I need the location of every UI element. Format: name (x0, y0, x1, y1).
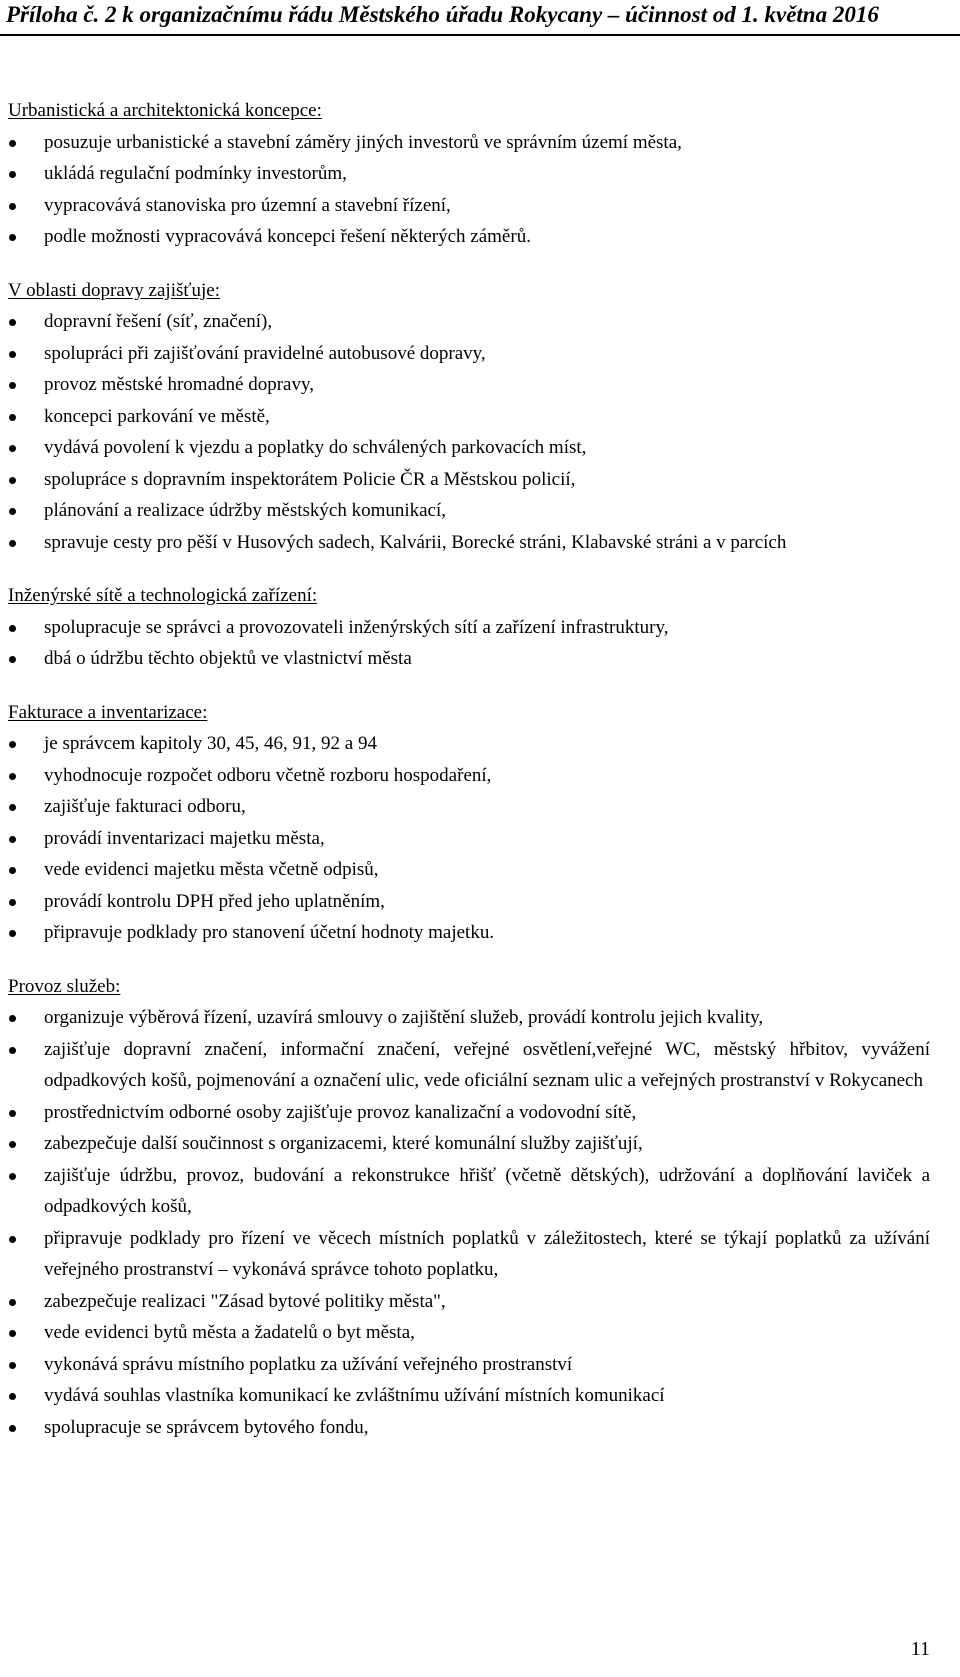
list-item (8, 1160, 930, 1223)
list-item (8, 823, 930, 855)
list-item (8, 854, 930, 886)
list-item-text: připravuje podklady pro stanovení účetní hodnoty majetku. (44, 922, 495, 943)
bullet-icon (9, 1330, 16, 1337)
bullet-icon (9, 625, 16, 632)
bullet-icon (9, 867, 16, 874)
list-item-text: vydává povolení k vjezdu a poplatky do schválených parkovacích míst, (44, 437, 587, 458)
bullet-list (8, 612, 930, 675)
bullet-icon (9, 508, 16, 515)
list-item (8, 190, 930, 222)
bullet-icon (9, 1393, 16, 1400)
page-header (0, 0, 960, 36)
list-item (8, 432, 930, 464)
list-item-text: spolupráce s dopravním inspektorátem Policie ČR a Městskou policií, (44, 468, 576, 490)
list-item-text: posuzuje urbanistické a stavební záměry jiných investorů ve správním území města, (44, 131, 682, 153)
bullet-icon (9, 1299, 16, 1306)
section-heading: Inženýrské sítě a technologická zařízení: (8, 585, 318, 606)
list-item (8, 369, 930, 401)
bullet-icon (9, 382, 16, 389)
list-item (8, 401, 930, 433)
section-inzenyrske-site (8, 580, 930, 675)
list-item-text: vydává souhlas vlastníka komunikací ke zvláštnímu užívání místních komunikací (44, 1385, 665, 1406)
list-item-text: dbá o údržbu těchto objektů ve vlastnictví města (44, 648, 412, 669)
list-item (8, 1034, 930, 1097)
bullet-icon (9, 477, 16, 484)
list-item-text: ukládá regulační podmínky investorům, (44, 163, 347, 184)
section-urbanisticka-koncepce (8, 95, 930, 253)
list-item (8, 643, 930, 675)
bullet-icon (9, 1362, 16, 1369)
bullet-icon (9, 234, 16, 241)
list-item-text: vede evidenci bytů města a žadatelů o byt města, (44, 1322, 415, 1343)
list-item-text: zajišťuje fakturaci odboru, (44, 796, 246, 817)
list-item (8, 1223, 930, 1286)
bullet-list (8, 1002, 930, 1443)
list-item-text: podle možnosti vypracovává koncepci řešení některých záměrů. (44, 226, 531, 247)
bullet-icon (9, 1425, 16, 1432)
bullet-icon (9, 804, 16, 811)
bullet-icon (9, 1236, 16, 1243)
list-item-text: provoz městské hromadné dopravy, (44, 374, 314, 395)
list-item-text: spolupracuje se správci a provozovateli inženýrských sítí a zařízení infrastruktury, (44, 616, 669, 638)
bullet-icon (9, 140, 16, 147)
bullet-icon (9, 1173, 16, 1180)
bullet-icon (9, 656, 16, 663)
list-item (8, 527, 930, 559)
bullet-icon (9, 540, 16, 547)
list-item (8, 464, 930, 496)
list-item (8, 1097, 930, 1129)
list-item (8, 886, 930, 918)
page-number: 11 (910, 1638, 930, 1660)
bullet-icon (9, 1015, 16, 1022)
list-item (8, 1380, 930, 1412)
document-body (8, 95, 930, 1465)
list-item (8, 791, 930, 823)
list-item-text: zabezpečuje další součinnost s organizacemi, které komunální služby zajišťují, (44, 1133, 643, 1154)
bullet-icon (9, 1141, 16, 1148)
list-item-text: vyhodnocuje rozpočet odboru včetně rozboru hospodaření, (44, 764, 492, 786)
bullet-list (8, 127, 930, 253)
bullet-icon (9, 741, 16, 748)
list-item-text: organizuje výběrová řízení, uzavírá smlouvy o zajištění služeb, provádí kontrolu jejich kvality, (44, 1007, 764, 1028)
list-item-text: prostřednictvím odborné osoby zajišťuje provoz kanalizační a vodovodní sítě, (44, 1101, 637, 1123)
list-item-text: provádí inventarizaci majetku města, (44, 827, 325, 849)
bullet-icon (9, 351, 16, 358)
bullet-icon (9, 773, 16, 780)
list-item (8, 221, 930, 253)
list-item (8, 612, 930, 644)
list-item-text: vykonává správu místního poplatku za užívání veřejného prostranství (44, 1353, 573, 1375)
bullet-icon (9, 1047, 16, 1054)
bullet-list (8, 728, 930, 949)
list-item-text: spolupracuje se správcem bytového fondu, (44, 1416, 369, 1438)
list-item-text: zajišťuje dopravní značení, informační značení, veřejné osvětlení,veřejné WC, městský hřbitov, vyvážení odpadkových košů, pojmenování a označení ulic, vede oficiální seznam ulic a veřejných prostranství v Rokycanech (44, 1038, 930, 1091)
list-item (8, 760, 930, 792)
list-item (8, 306, 930, 338)
section-provoz-sluzeb (8, 971, 930, 1444)
list-item (8, 1002, 930, 1034)
section-heading: Urbanistická a architektonická koncepce: (8, 100, 322, 121)
bullet-icon (9, 445, 16, 452)
list-item-text: spravuje cesty pro pěší v Husových sadech, Kalvárii, Borecké stráni, Klabavské stráni a v parcích (44, 531, 787, 553)
bullet-icon (9, 836, 16, 843)
list-item (8, 495, 930, 527)
bullet-icon (9, 203, 16, 210)
section-doprava (8, 275, 930, 559)
bullet-list (8, 306, 930, 558)
bullet-icon (9, 930, 16, 937)
list-item (8, 1349, 930, 1381)
list-item-text: zajišťuje údržbu, provoz, budování a rekonstrukce hřišť (včetně dětských), udržování a doplňování laviček a odpadkových košů, (44, 1164, 930, 1217)
list-item (8, 917, 930, 949)
list-item-text: připravuje podklady pro řízení ve věcech místních poplatků v záležitostech, které se týkají poplatků za užívání veřejného prostranství – vykonává správce tohoto poplatku, (44, 1227, 930, 1280)
page-header-title: Příloha č. 2 k organizačnímu řádu Městského úřadu Rokycany – účinnost od 1. května 2016 (6, 2, 879, 27)
list-item (8, 728, 930, 760)
list-item (8, 1128, 930, 1160)
bullet-icon (9, 899, 16, 906)
bullet-icon (9, 414, 16, 421)
list-item (8, 1286, 930, 1318)
section-heading: V oblasti dopravy zajišťuje: (8, 279, 220, 301)
list-item-text: koncepci parkování ve městě, (44, 405, 270, 427)
list-item-text: spolupráci při zajišťování pravidelné autobusové dopravy, (44, 342, 486, 364)
list-item (8, 1412, 930, 1444)
section-heading: Provoz služeb: (8, 975, 121, 997)
list-item-text: provádí kontrolu DPH před jeho uplatněním, (44, 890, 385, 912)
list-item-text: dopravní řešení (síť, značení), (44, 311, 273, 332)
section-heading: Fakturace a inventarizace: (8, 701, 208, 723)
list-item (8, 338, 930, 370)
list-item (8, 158, 930, 190)
bullet-icon (9, 1110, 16, 1117)
list-item (8, 127, 930, 159)
list-item-text: plánování a realizace údržby městských komunikací, (44, 500, 447, 521)
list-item-text: vede evidenci majetku města včetně odpisů, (44, 859, 379, 880)
bullet-icon (9, 319, 16, 326)
list-item-text: je správcem kapitoly 30, 45, 46, 91, 92 a 94 (44, 733, 377, 754)
list-item (8, 1317, 930, 1349)
list-item-text: zabezpečuje realizaci "Zásad bytové politiky města", (44, 1290, 446, 1312)
section-fakturace (8, 697, 930, 949)
list-item-text: vypracovává stanoviska pro územní a stavební řízení, (44, 194, 451, 216)
bullet-icon (9, 171, 16, 178)
